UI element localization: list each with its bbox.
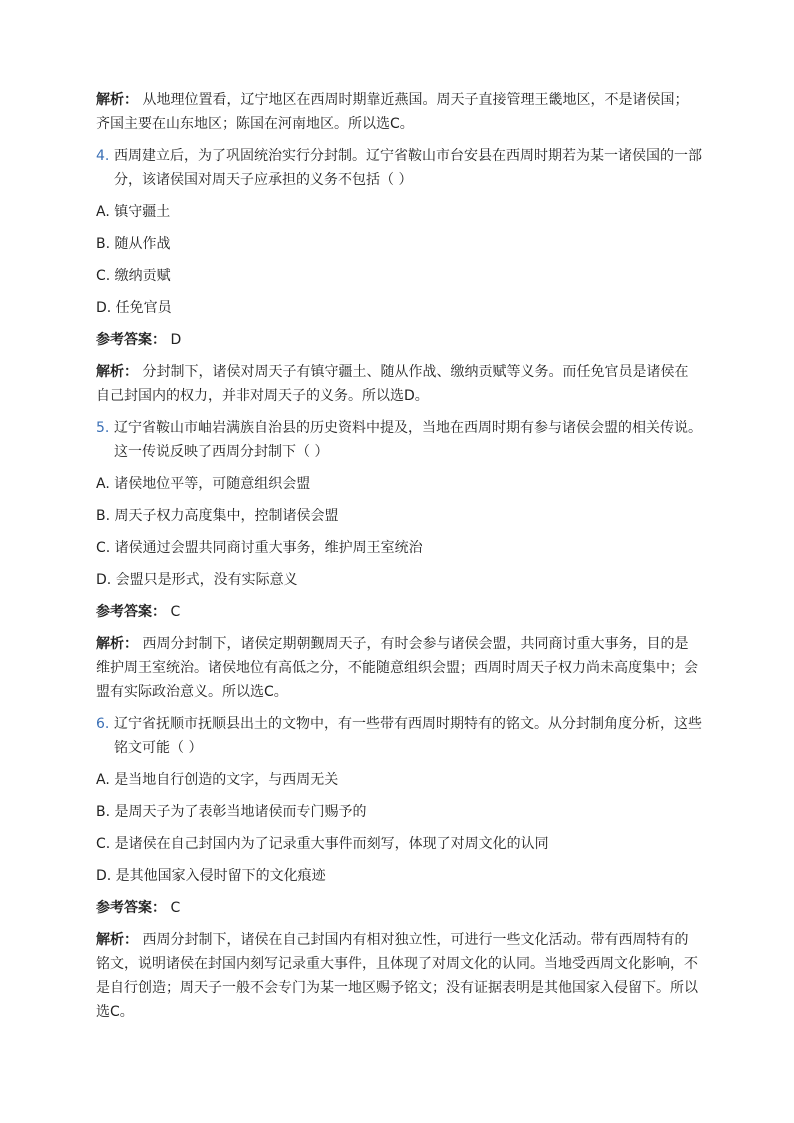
analysis-label: 解析: [96, 636, 124, 652]
answer-label: 参考答案: [96, 900, 152, 916]
question-number: 4.: [96, 148, 110, 164]
analysis-label: 解析: [96, 92, 124, 108]
answer-line: 参考答案： C: [96, 900, 181, 916]
option-item: D. 会盟只是形式，没有实际意义: [96, 572, 298, 588]
answer-value: C: [170, 604, 181, 620]
analysis-block: 解析： 西周分封制下，诸侯在自己封国内有相对独立性，可进行一些文化活动。带有西周特有的铭文，说明诸侯在封国内刻写记录重大事件，且体现了对周文化的认同。当地受西周文化影响，不是自行创造；周天子一般不会专门为某一地区赐予铭文；没有证据表明是其他国家入侵留下。所以选C。: [96, 932, 698, 1020]
question-stem: [96, 712, 702, 760]
question-text: 辽宁省鞍山市岫岩满族自治县的历史资料中提及，当地在西周时期有参与诸侯会盟的相关传说。这一传说反映了西周分封制下（ ）: [114, 420, 702, 460]
answer-label: 参考答案: [96, 332, 152, 348]
analysis-text: 西周分封制下，诸侯在自己封国内有相对独立性，可进行一些文化活动。带有西周特有的铭文，说明诸侯在封国内刻写记录重大事件，且体现了对周文化的认同。当地受西周文化影响，不是自行创造；周天子一般不会专门为某一地区赐予铭文；没有证据表明是其他国家入侵留下。所以选C。: [96, 932, 698, 1020]
option-item: B. 随从作战: [96, 236, 171, 252]
analysis-text: 西周分封制下，诸侯定期朝觐周天子，有时会参与诸侯会盟，共同商讨重大事务，目的是维护周王室统治。诸侯地位有高低之分，不能随意组织会盟；西周时周天子权力尚未高度集中；会盟有实际政治意义。所以选C。: [96, 636, 698, 700]
answer-value: C: [170, 900, 181, 916]
answer-line: 参考答案： D: [96, 332, 182, 348]
question-text: 西周建立后，为了巩固统治实行分封制。辽宁省鞍山市台安县在西周时期若为某一诸侯国的一部分，该诸侯国对周天子应承担的义务不包括（ ）: [114, 148, 702, 188]
analysis-block: 解析： 分封制下，诸侯对周天子有镇守疆土、随从作战、缴纳贡赋等义务。而任免官员是诸侯在自己封国内的权力，并非对周天子的义务。所以选D。: [96, 364, 689, 404]
question-number: 6.: [96, 716, 110, 732]
question-number: 5.: [96, 420, 110, 436]
option-item: C. 诸侯通过会盟共同商讨重大事务，维护周王室统治: [96, 540, 423, 556]
analysis-label: 解析: [96, 364, 124, 380]
option-item: C. 是诸侯在自己封国内为了记录重大事件而刻写，体现了对周文化的认同: [96, 836, 549, 852]
analysis-text: 分封制下，诸侯对周天子有镇守疆土、随从作战、缴纳贡赋等义务。而任免官员是诸侯在自己封国内的权力，并非对周天子的义务。所以选D。: [96, 364, 689, 404]
answer-value: D: [170, 332, 182, 348]
option-item: B. 周天子权力高度集中，控制诸侯会盟: [96, 508, 339, 524]
option-item: D. 是其他国家入侵时留下的文化痕迹: [96, 868, 326, 884]
option-item: B. 是周天子为了表彰当地诸侯而专门赐予的: [96, 804, 367, 820]
question-stem: [96, 144, 702, 192]
option-item: A. 镇守疆土: [96, 204, 171, 220]
analysis-label: 解析: [96, 932, 124, 948]
analysis-block: 解析： 从地理位置看，辽宁地区在西周时期靠近燕国。周天子直接管理王畿地区，不是诸侯国；齐国主要在山东地区；陈国在河南地区。所以选C。: [96, 92, 689, 132]
option-item: A. 是当地自行创造的文字，与西周无关: [96, 772, 339, 788]
answer-label: 参考答案: [96, 604, 152, 620]
option-item: C. 缴纳贡赋: [96, 268, 171, 284]
analysis-text: 从地理位置看，辽宁地区在西周时期靠近燕国。周天子直接管理王畿地区，不是诸侯国；齐国主要在山东地区；陈国在河南地区。所以选C。: [96, 92, 689, 132]
question-stem: [96, 416, 702, 464]
analysis-block: 解析： 西周分封制下，诸侯定期朝觐周天子，有时会参与诸侯会盟，共同商讨重大事务，目的是维护周王室统治。诸侯地位有高低之分，不能随意组织会盟；西周时周天子权力尚未高度集中；会盟有实际政治意义。所以选C。: [96, 636, 698, 700]
question-text: 辽宁省抚顺市抚顺县出土的文物中，有一些带有西周时期特有的铭文。从分封制角度分析，这些铭文可能（ ）: [114, 716, 702, 756]
answer-line: 参考答案： C: [96, 604, 181, 620]
option-item: A. 诸侯地位平等，可随意组织会盟: [96, 476, 311, 492]
option-item: D. 任免官员: [96, 300, 172, 316]
